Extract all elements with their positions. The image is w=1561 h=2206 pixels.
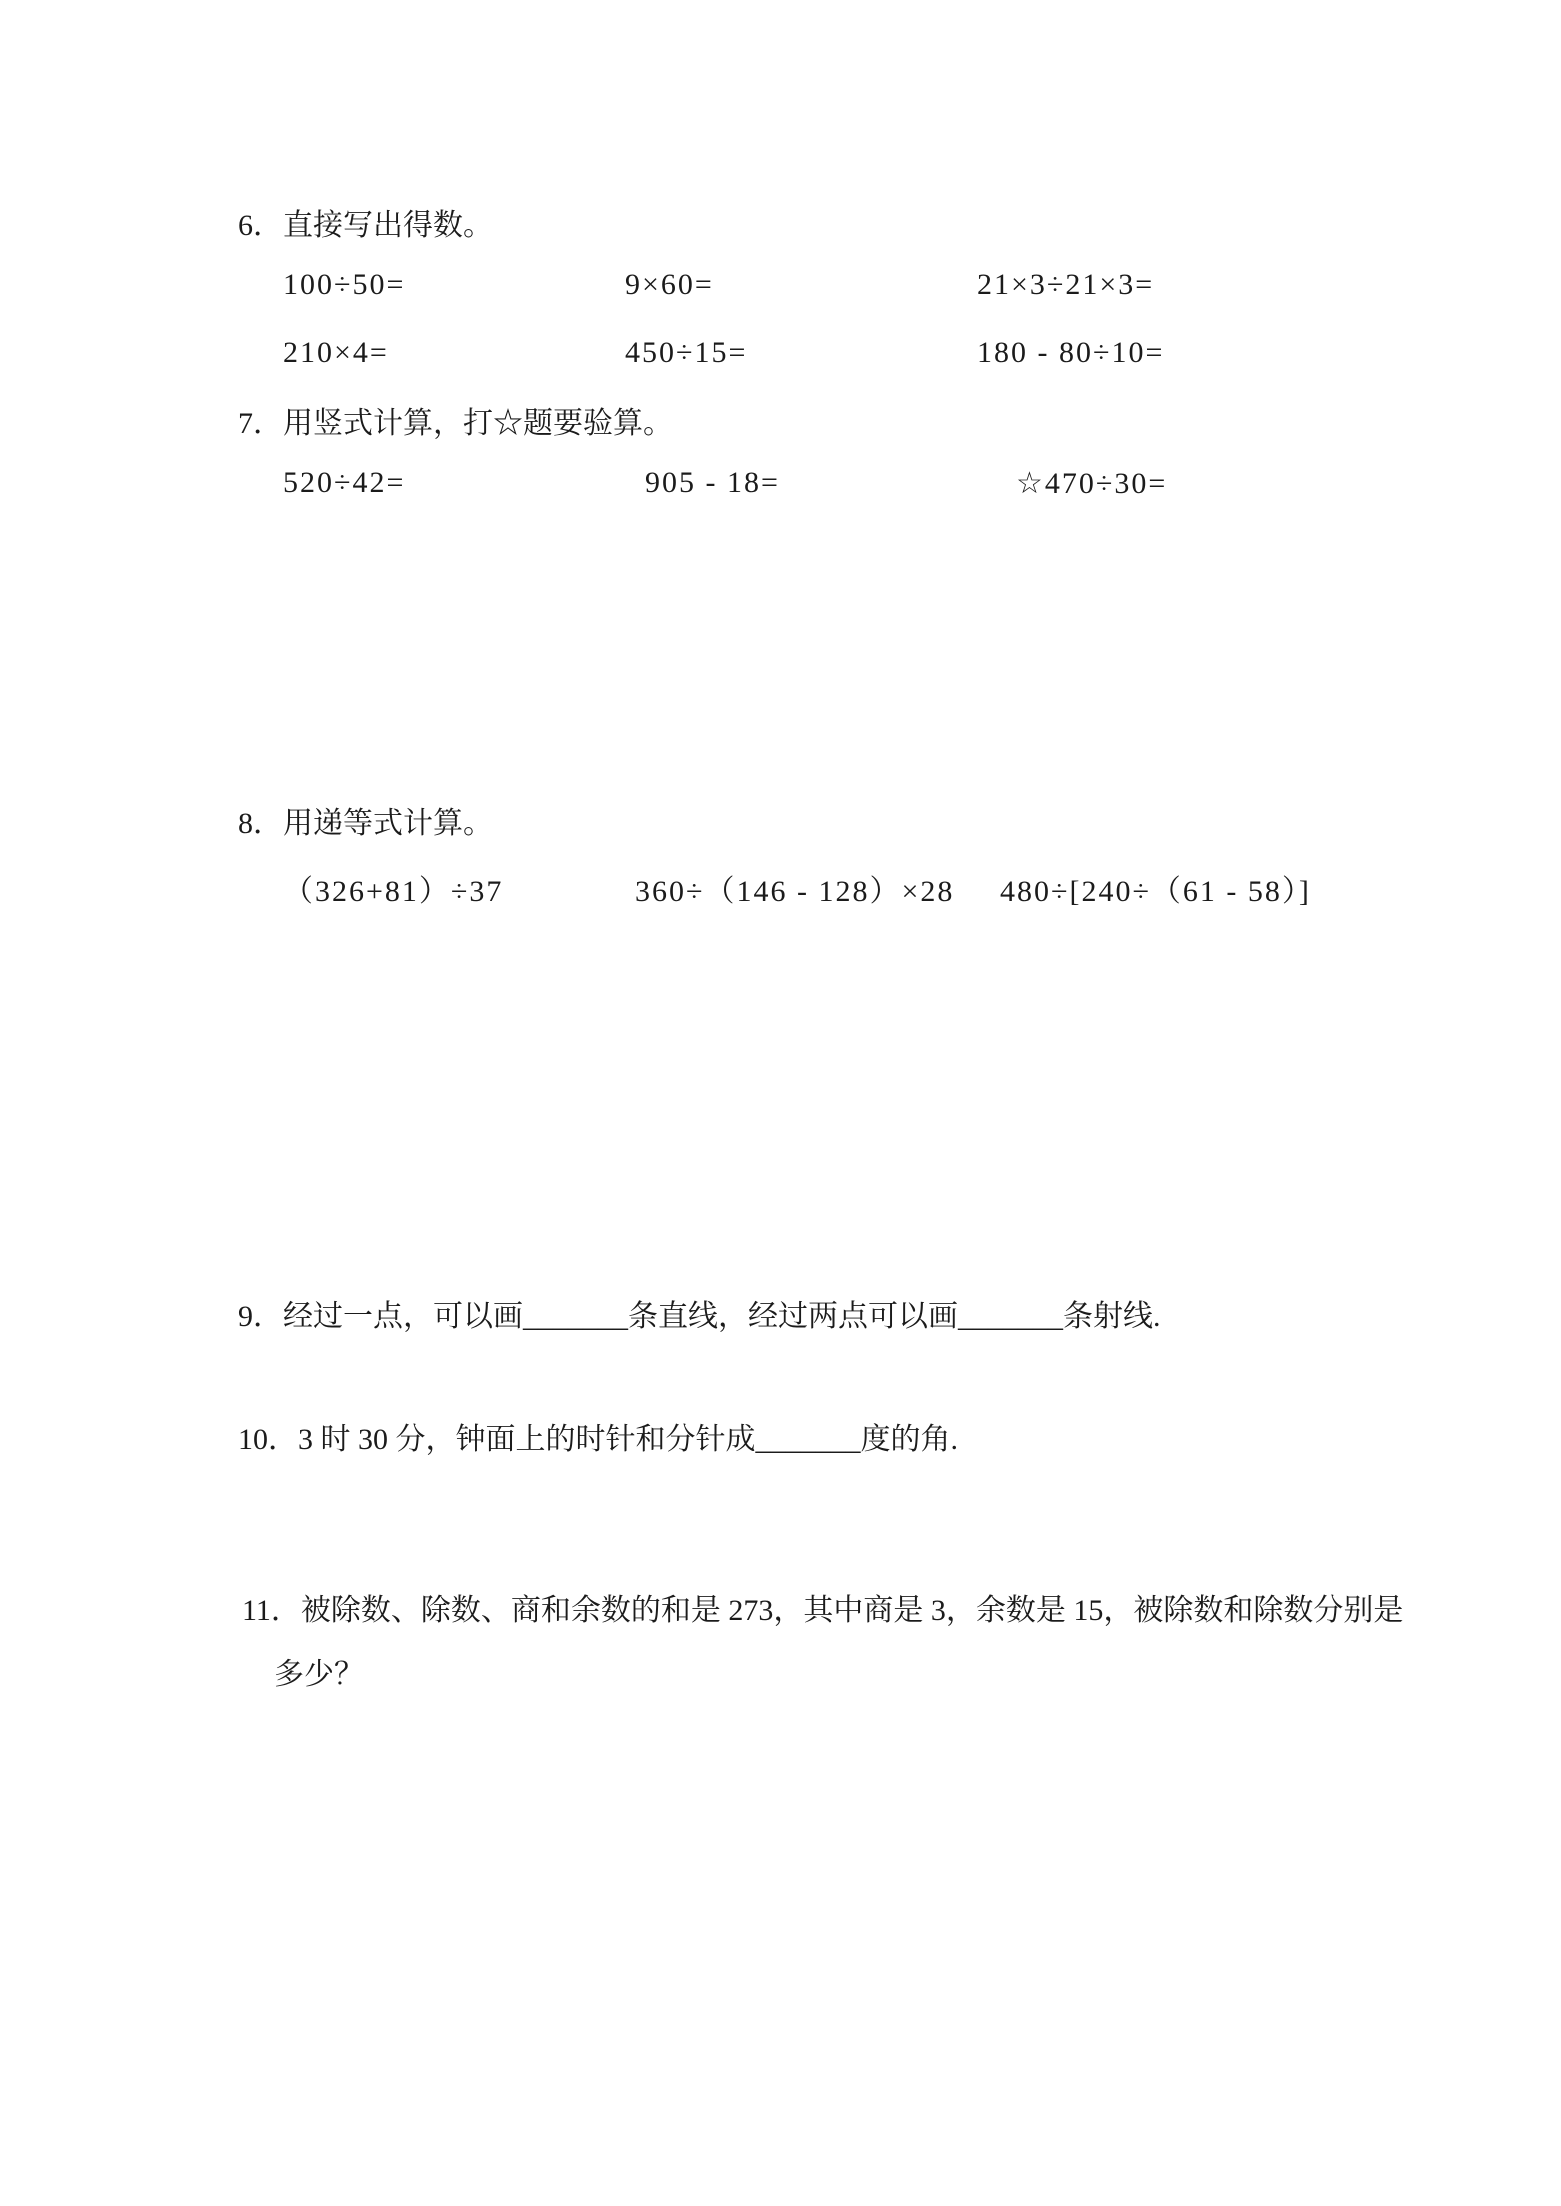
question-9-text: 经过一点，可以画_______条直线，经过两点可以画_______条射线. bbox=[283, 1300, 1161, 1333]
question-11-text: 被除数、除数、商和余数的和是 273，其中商是 3，余数是 15，被除数和除数分别是多少？ bbox=[274, 1594, 1404, 1691]
q8-expression-c3: 480÷[240÷（61 - 58）] bbox=[1000, 875, 1311, 908]
q6-expression-r1c2: 9×60= bbox=[625, 268, 714, 301]
q6-expression-r2c1: 210×4= bbox=[283, 336, 389, 369]
question-11-paragraph bbox=[242, 1579, 1424, 1707]
question-6-number: 6． bbox=[238, 209, 283, 242]
question-7-title: 用竖式计算，打☆题要验算。 bbox=[283, 407, 673, 440]
q8-expression-c2: 360÷（146 - 128）×28 bbox=[635, 875, 955, 908]
q6-expression-r2c3: 180 - 80÷10= bbox=[977, 336, 1165, 369]
question-10-number: 10． bbox=[238, 1423, 298, 1456]
q7-expression-c1: 520÷42= bbox=[283, 466, 406, 499]
q6-expression-r2c2: 450÷15= bbox=[625, 336, 748, 369]
question-7-number: 7． bbox=[238, 407, 283, 440]
q6-expression-r1c3: 21×3÷21×3= bbox=[977, 268, 1155, 301]
question-6-title: 直接写出得数。 bbox=[283, 209, 493, 242]
question-8-heading bbox=[238, 798, 493, 842]
question-10-line bbox=[238, 1414, 958, 1458]
question-7-heading bbox=[238, 398, 673, 442]
question-10-text: 3 时 30 分，钟面上的时针和分针成_______度的角. bbox=[298, 1423, 958, 1456]
question-6-heading bbox=[238, 200, 493, 244]
q7-expression-c3: ☆470÷30= bbox=[1016, 467, 1168, 500]
question-8-number: 8． bbox=[238, 807, 283, 840]
question-9-line bbox=[238, 1291, 1161, 1335]
question-11-number: 11． bbox=[242, 1594, 301, 1627]
question-8-title: 用递等式计算。 bbox=[283, 807, 493, 840]
q6-expression-r1c1: 100÷50= bbox=[283, 268, 406, 301]
question-9-number: 9． bbox=[238, 1300, 283, 1333]
q8-expression-c1: （326+81）÷37 bbox=[283, 875, 504, 908]
q7-expression-c2: 905 - 18= bbox=[645, 466, 780, 499]
